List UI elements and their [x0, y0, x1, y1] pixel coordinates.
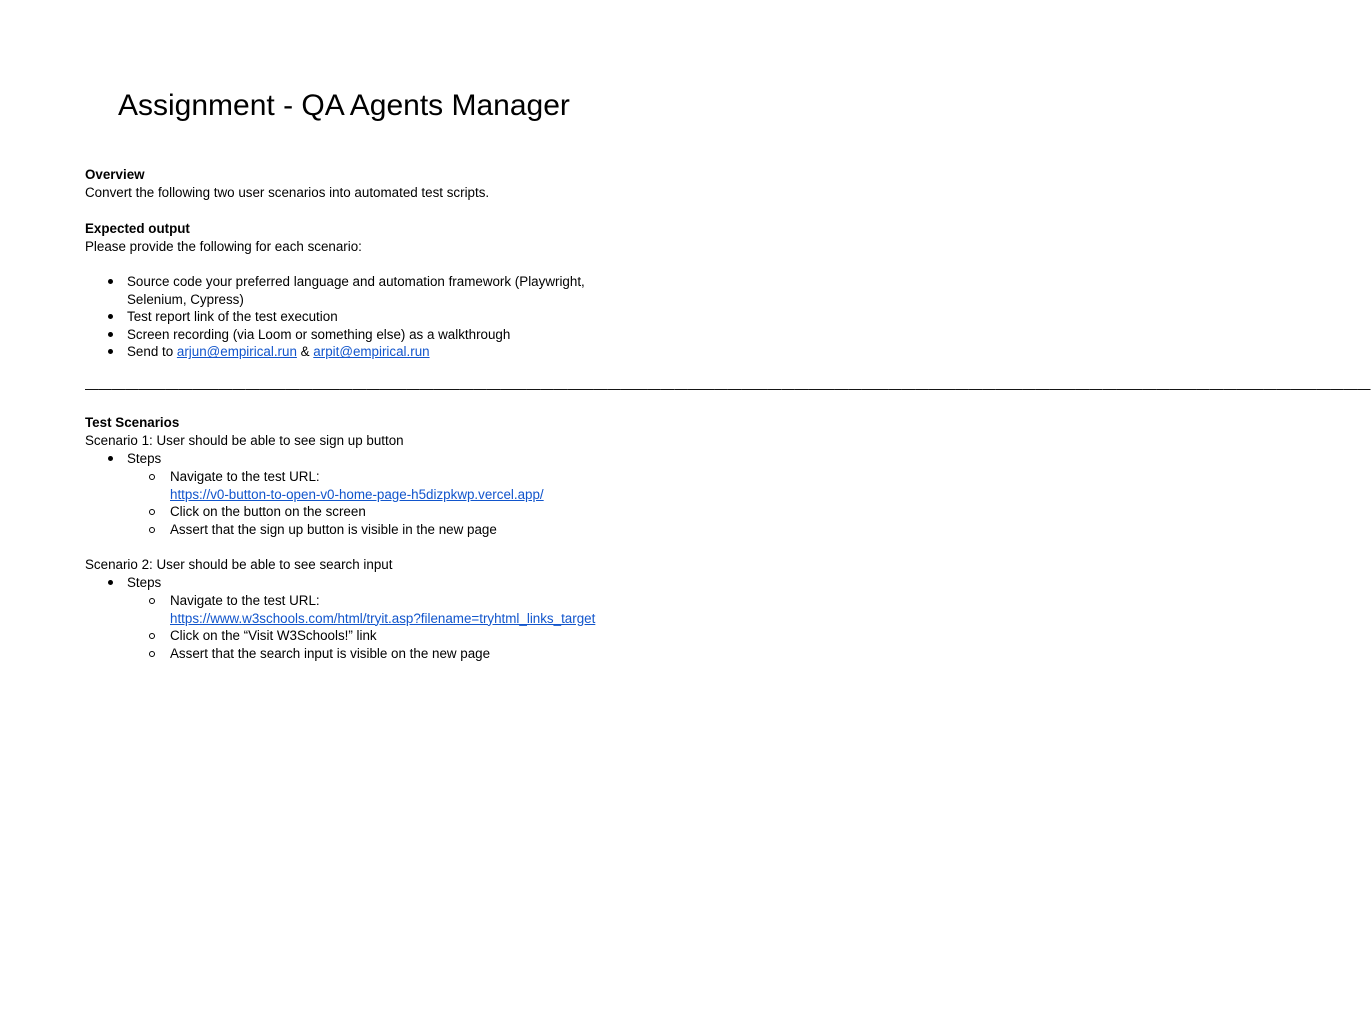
hollow-bullet-icon [149, 651, 155, 657]
list-item-send [85, 343, 605, 361]
send-prefix: Send to [127, 344, 177, 360]
hollow-bullet-icon [149, 509, 155, 515]
step-item [85, 627, 605, 645]
document-title: Assignment - QA Agents Manager [118, 89, 570, 122]
send-separator: & [296, 344, 314, 360]
step-text: Click on the “Visit W3Schools!” link [170, 628, 377, 644]
step-item [85, 503, 605, 521]
test-url-link-1[interactable]: https://v0-button-to-open-v0-home-page-h5dizpkwp.vercel.app/ [170, 486, 544, 502]
hollow-bullet-icon [149, 527, 155, 533]
step-item [85, 468, 605, 503]
step-text: Assert that the search input is visible on the new page [170, 645, 491, 661]
hollow-bullet-icon [149, 474, 155, 480]
bullet-icon [108, 314, 113, 319]
scenario-2-steps [85, 574, 605, 592]
bullet-icon [108, 349, 113, 354]
step-text: Navigate to the test URL: [170, 593, 320, 608]
bullet-icon [108, 456, 113, 461]
steps-item [85, 574, 605, 592]
scenario-1-steps [85, 450, 605, 468]
step-item [85, 521, 605, 539]
scenario-2-title: Scenario 2: User should be able to see search input [85, 557, 393, 572]
step-item [85, 592, 605, 627]
expected-output-list [85, 273, 605, 361]
test-url-link-2[interactable]: https://www.w3schools.com/html/tryit.asp?filename=tryhtml_links_target [170, 610, 596, 626]
expected-output-intro: Please provide the following for each scenario: [85, 238, 362, 254]
step-text: Click on the button on the screen [170, 504, 366, 520]
scenario-1-substeps [85, 468, 605, 538]
scenario-2-substeps [85, 592, 605, 662]
test-scenarios-heading: Test Scenarios [85, 415, 180, 430]
list-item [85, 273, 605, 308]
list-item [85, 326, 605, 344]
list-item [85, 308, 605, 326]
horizontal-separator: ———————————————————————————————————————————————————————————————————————————————————————————————— [85, 381, 1371, 396]
step-item [85, 645, 605, 663]
email-link-arpit[interactable]: arpit@empirical.run [313, 344, 430, 360]
scenario-1-title: Scenario 1: User should be able to see sign up button [85, 432, 404, 448]
step-text: Navigate to the test URL: [170, 469, 320, 484]
list-item-text: Test report link of the test execution [127, 309, 338, 325]
steps-label: Steps [127, 575, 162, 590]
bullet-icon [108, 279, 113, 284]
bullet-icon [108, 580, 113, 585]
overview-section [85, 166, 685, 201]
email-link-arjun[interactable]: arjun@empirical.run [176, 344, 297, 360]
scenario-2-section [85, 556, 685, 574]
steps-label: Steps [127, 451, 162, 466]
overview-heading: Overview [85, 167, 145, 182]
step-text: Assert that the sign up button is visible in the new page [170, 521, 497, 537]
steps-item [85, 450, 605, 468]
expected-output-section [85, 220, 685, 255]
list-item-text: Screen recording (via Loom or something else) as a walkthrough [127, 326, 511, 342]
hollow-bullet-icon [149, 633, 155, 639]
bullet-icon [108, 332, 113, 337]
hollow-bullet-icon [149, 598, 155, 604]
overview-text: Convert the following two user scenarios into automated test scripts. [85, 184, 490, 200]
list-item-text: Source code your preferred language and automation framework (Playwright, Selenium, Cypress) [127, 274, 585, 307]
test-scenarios-section [85, 414, 685, 449]
expected-output-heading: Expected output [85, 221, 190, 236]
